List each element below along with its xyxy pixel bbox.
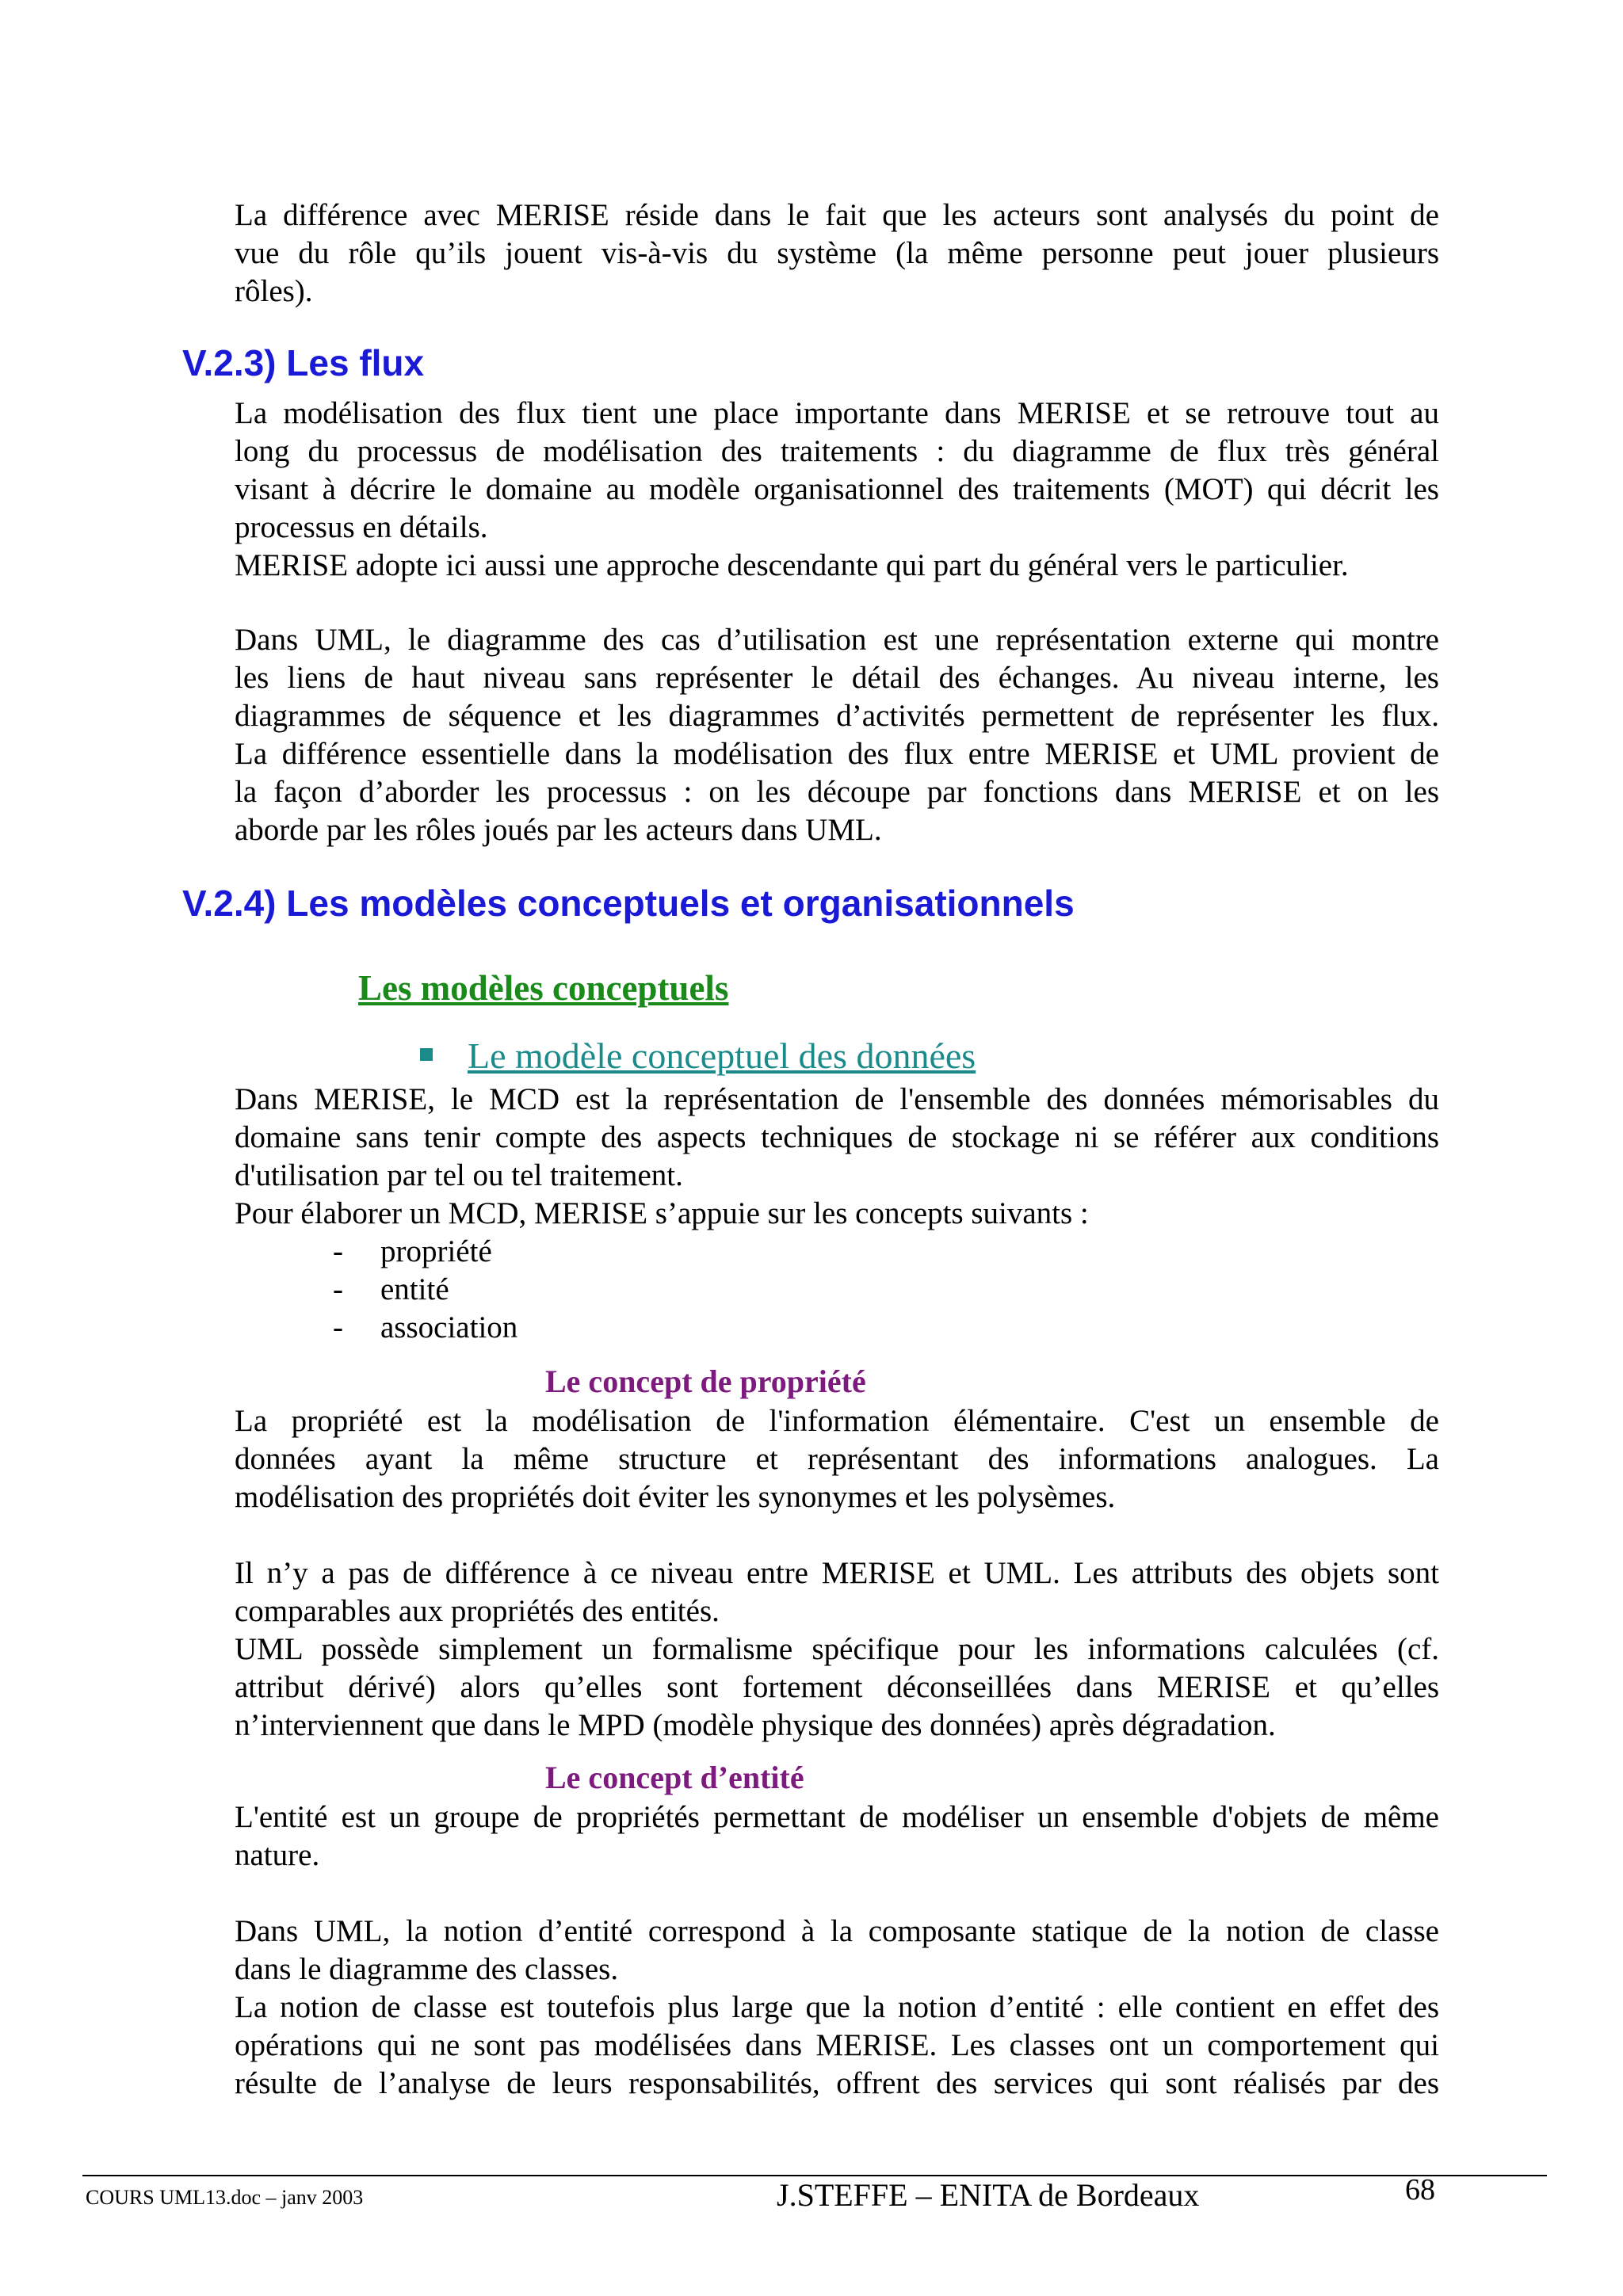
text-line: long du processus de modélisation des traitements : du diagramme de flux très général [235, 434, 1439, 468]
text-line: L'entité est un groupe de propriétés permettant de modéliser un ensemble d'objets de même [235, 1800, 1439, 1834]
bullet-heading-text: Le modèle conceptuel des données [468, 1035, 976, 1076]
text-line: n’interviennent que dans le MPD (modèle physique des données) après dégradation. [235, 1708, 1276, 1742]
heading-concept-propriete: Le concept de propriété [545, 1363, 866, 1399]
list-item-text: entité [380, 1272, 449, 1306]
text-line: Il n’y a pas de différence à ce niveau entre MERISE et UML. Les attributs des objets sont [235, 1556, 1439, 1590]
paragraph-flux-merise [235, 395, 1439, 585]
text-line: opérations qui ne sont pas modélisées dans MERISE. Les classes ont un comportement qui [235, 2028, 1439, 2062]
bullet-heading-mcd [420, 1035, 976, 1077]
text-line: La différence essentielle dans la modélisation des flux entre MERISE et UML provient de [235, 737, 1439, 771]
paragraph-propriete-uml [235, 1554, 1439, 1745]
heading-les-flux: V.2.3) Les flux [182, 342, 425, 383]
square-bullet-icon [420, 1048, 433, 1061]
text-line: Dans UML, le diagramme des cas d’utilisation est une représentation externe qui montre [235, 623, 1439, 657]
footer-document-name: COURS UML13.doc – janv 2003 [86, 2186, 364, 2209]
paragraph-propriete [235, 1402, 1439, 1516]
heading-modeles-conceptuels-organisationnels: V.2.4) Les modèles conceptuels et organisationnels [182, 883, 1075, 924]
text-line: comparables aux propriétés des entités. [235, 1594, 720, 1628]
text-line: vue du rôle qu’ils jouent vis-à-vis du système (la même personne peut jouer plusieurs [235, 236, 1439, 270]
list-item: - propriété [333, 1234, 492, 1268]
text-line: MERISE adopte ici aussi une approche descendante qui part du général vers le particulier. [235, 548, 1349, 582]
text-line: données ayant la même structure et représentant des informations analogues. La [235, 1442, 1439, 1476]
text-line: dans le diagramme des classes. [235, 1952, 619, 1986]
text-line: Dans MERISE, le MCD est la représentation de l'ensemble des données mémorisables du [235, 1082, 1439, 1116]
text-line: résulte de l’analyse de leurs responsabilités, offrent des services qui sont réalisés par des [235, 2066, 1439, 2100]
text-line: visant à décrire le domaine au modèle organisationnel des traitements (MOT) qui décrit les [235, 472, 1439, 506]
footer-divider [82, 2175, 1547, 2176]
text-line: les liens de haut niveau sans représenter le détail des échanges. Au niveau interne, les [235, 661, 1439, 695]
text-line: UML possède simplement un formalisme spécifique pour les informations calculées (cf. [235, 1632, 1439, 1666]
list-item-text: propriété [380, 1234, 492, 1268]
text-line: Dans UML, la notion d’entité correspond à la composante statique de la notion de classe [235, 1914, 1439, 1948]
text-line: rôles). [235, 274, 313, 308]
text-line: la façon d’aborder les processus : on les découpe par fonctions dans MERISE et on les [235, 775, 1439, 809]
list-item: - entité [333, 1272, 449, 1306]
text-line: modélisation des propriétés doit éviter les synonymes et les polysèmes. [235, 1480, 1116, 1514]
footer-author: J.STEFFE – ENITA de Bordeaux [777, 2177, 1200, 2213]
paragraph-entite-uml [235, 1913, 1439, 2103]
text-line: La propriété est la modélisation de l'information élémentaire. C'est un ensemble de [235, 1404, 1439, 1438]
text-line: aborde par les rôles joués par les acteurs dans UML. [235, 813, 882, 847]
text-line: diagrammes de séquence et les diagrammes d’activités permettent de représenter les flux. [235, 699, 1439, 733]
text-line: processus en détails. [235, 510, 488, 544]
paragraph-entite [235, 1798, 1439, 1875]
heading-concept-entite: Le concept d’entité [545, 1760, 804, 1795]
text-line: La modélisation des flux tient une place importante dans MERISE et se retrouve tout au [235, 396, 1439, 430]
paragraph-merise-acteurs [235, 196, 1439, 311]
text-line: domaine sans tenir compte des aspects techniques de stockage ni se référer aux conditions [235, 1120, 1439, 1154]
list-item-text: association [380, 1310, 518, 1344]
text-line: nature. [235, 1838, 320, 1872]
concepts-list [333, 1233, 517, 1347]
text-line: d'utilisation par tel ou tel traitement. [235, 1158, 683, 1192]
heading-modeles-conceptuels: Les modèles conceptuels [358, 968, 729, 1008]
text-line: Pour élaborer un MCD, MERISE s’appuie sur les concepts suivants : [235, 1196, 1089, 1230]
list-item: - association [333, 1310, 518, 1344]
text-line: La notion de classe est toutefois plus large que la notion d’entité : elle contient en effet des [235, 1990, 1439, 2024]
text-line: La différence avec MERISE réside dans le fait que les acteurs sont analysés du point de [235, 198, 1439, 232]
paragraph-mcd [235, 1081, 1439, 1233]
paragraph-flux-uml [235, 621, 1439, 849]
page-number: 68 [1405, 2173, 1435, 2206]
text-line: attribut dérivé) alors qu’elles sont fortement déconseillées dans MERISE et qu’elles [235, 1670, 1439, 1704]
